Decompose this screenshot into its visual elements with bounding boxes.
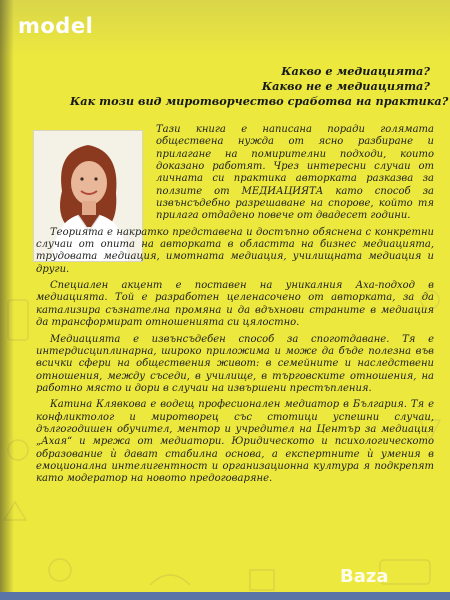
heading-block [70, 64, 449, 109]
bottom-strip [0, 592, 450, 600]
heading-line: Какво е медиацията? [281, 64, 430, 78]
paragraph-mediation-definition: Медиацията е извънсъдебен способ за споготдаване. Тя е интердисциплинарна, широко приложима и може да бъде полезна във всички сфери на обществения живот: в семейните и наследствени отношения, между съседи, в училище, в търговските отношения, на работно място и дори в случаи на извършени престъпления. [36, 333, 434, 394]
heading-line: Какво не е медиацията? [261, 79, 430, 93]
watermark-baza: Baza [340, 566, 389, 587]
watermark-model: model [18, 14, 94, 38]
paragraph-aha-approach: Специален акцент е поставен на уникалния Аха-подход в медиацията. Той е разработен целенасочено от авторката, за да катализира съзнателна промяна и да вдъхнови страните в медиация да трансформират отношенията си цялостно. [36, 280, 434, 329]
description-text [36, 124, 434, 490]
paragraph-intro: Тази книга е написана поради голямата обществена нужда от ясно разбиране и прилагане на помирителни подходи, които доказано работят. Чрез интересни случаи от личната си практика авторката разказва за ползите от МЕДИАЦИЯТА като способ за извънсъдебно разрешаване на спорове, който тя прилага отдадено повече от двадесет години. [156, 124, 434, 222]
paragraph-author-bio: Катина Клявкова е водещ професионален медиатор в България. Тя е конфликтолог и миротворец със стотици успешни случаи, дългогодишен обучител, ментор и учредител на Център за медиация „Ахая“ и мрежа от медиатори. Юридическото и психологическото образование ѝ дават стабилна основа, а експертните ѝ умения в емоционална интелигентност и организационна култура я подкрепят като модератор на новото предоговаряне. [36, 399, 434, 485]
page-edge-shadow [0, 0, 14, 600]
heading-line: Как този вид миротворчество сработва на практика? [70, 94, 449, 108]
paragraph-theory: Теорията е накратко представена и достъпно обяснена с конкретни случаи от опита на авторката в областта на бизнес медиацията, трудовата медиация, имотната медиация, училищната медиация и други. [36, 226, 434, 275]
